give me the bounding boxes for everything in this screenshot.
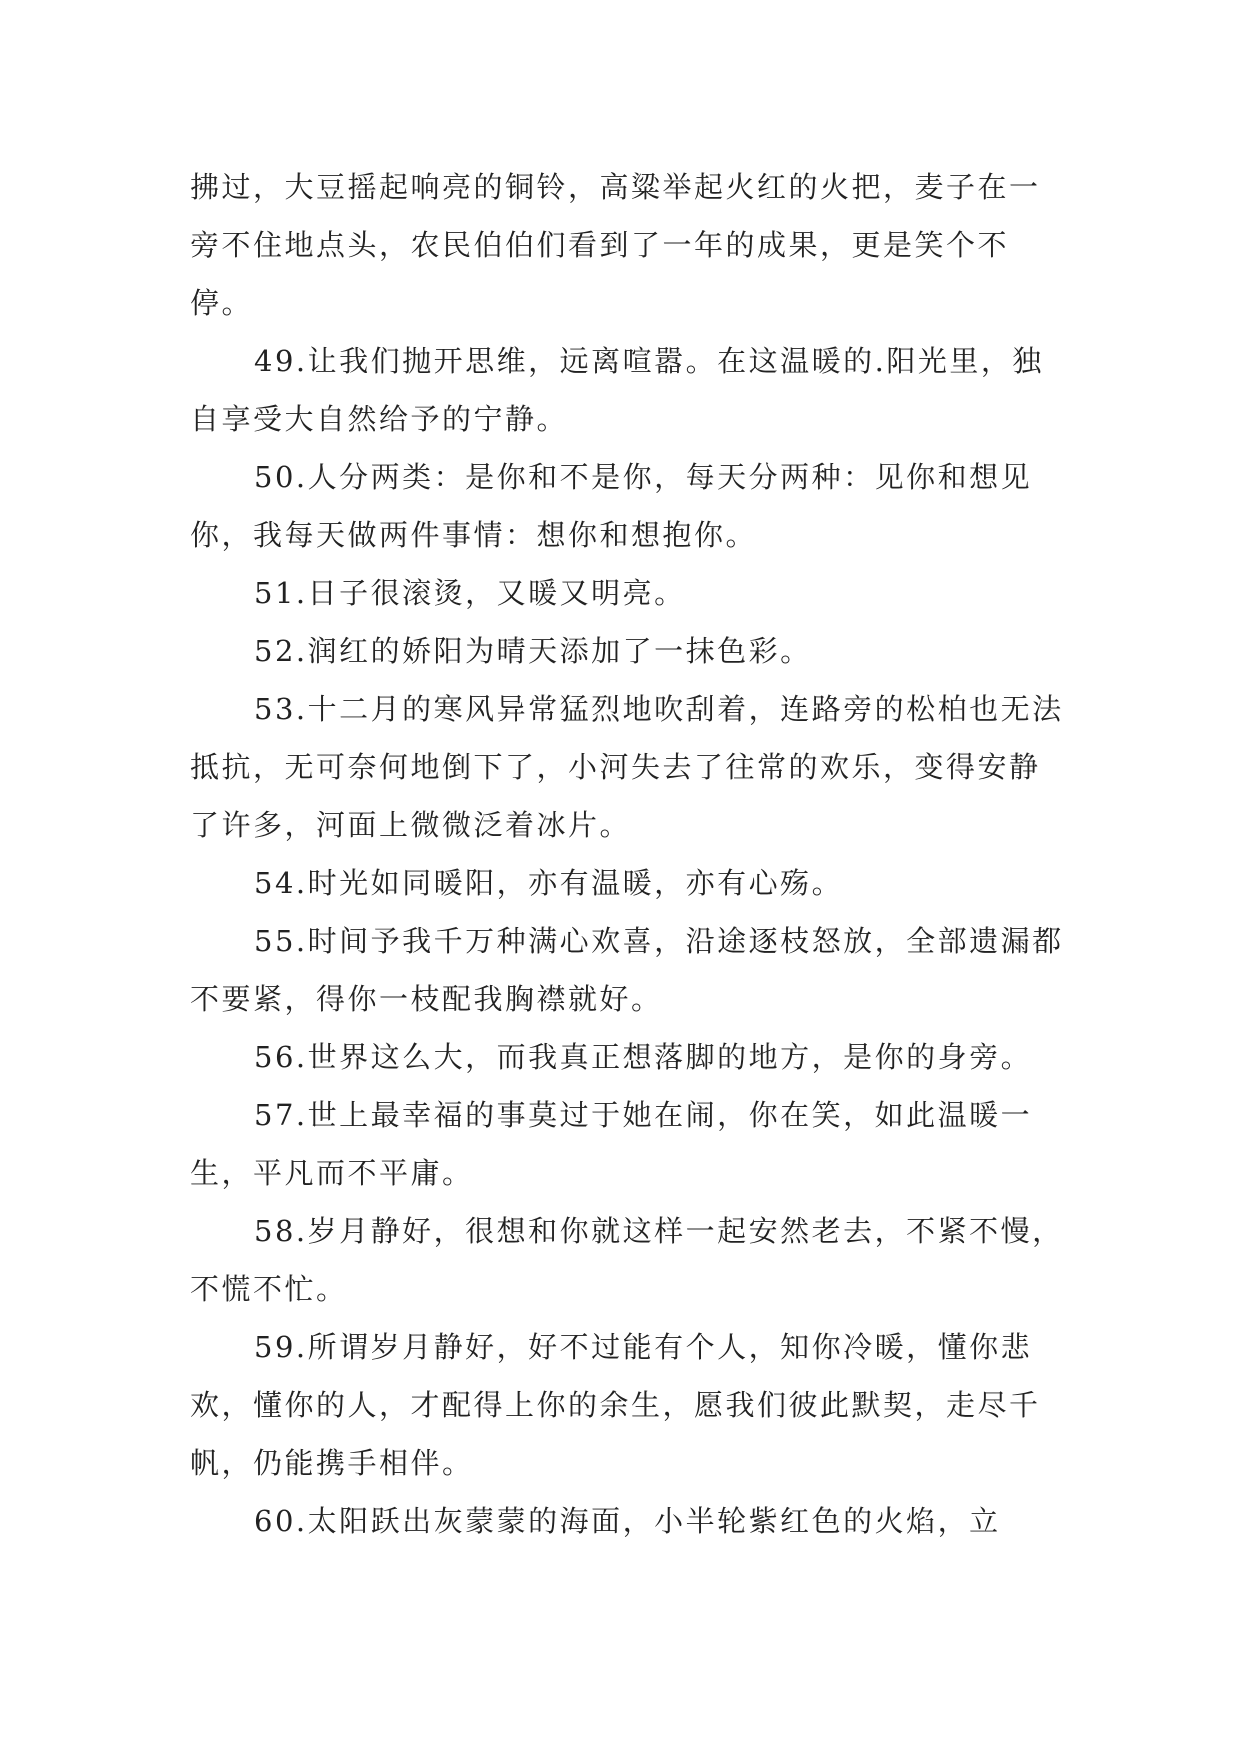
paragraph-58: 58.岁月静好，很想和你就这样一起安然老去，不紧不慢，不慌不忙。: [190, 1214, 1064, 1306]
paragraph-55: 55.时间予我千万种满心欢喜，沿途逐枝怒放，全部遗漏都不要紧，得你一枝配我胸襟就好。: [190, 924, 1064, 1016]
paragraph-continuation: 拂过，大豆摇起响亮的铜铃，高粱举起火红的火把，麦子在一旁不住地点头，农民伯伯们看到了一年的成果，更是笑个不停。: [190, 170, 1041, 320]
paragraph-53: 53.十二月的寒风异常猛烈地吹刮着，连路旁的松柏也无法抵抗，无可奈何地倒下了，小河失去了往常的欢乐，变得安静了许多，河面上微微泛着冰片。: [190, 692, 1064, 842]
document-body: [190, 158, 1070, 1550]
paragraph-50: 50.人分两类：是你和不是你，每天分两种：见你和想见你，我每天做两件事情：想你和想抱你。: [190, 460, 1033, 552]
paragraph-59: 59.所谓岁月静好，好不过能有个人，知你冷暖，懂你悲欢，懂你的人，才配得上你的余生，愿我们彼此默契，走尽千帆，仍能携手相伴。: [190, 1330, 1041, 1480]
paragraph-56: 56.世界这么大，而我真正想落脚的地方，是你的身旁。: [254, 1040, 1033, 1074]
paragraph-57: 57.世上最幸福的事莫过于她在闹，你在笑，如此温暖一生，平凡而不平庸。: [190, 1098, 1033, 1190]
paragraph-51: 51.日子很滚烫，又暖又明亮。: [254, 576, 686, 610]
paragraph-60: 60.太阳跃出灰蒙蒙的海面，小半轮紫红色的火焰，立: [254, 1504, 1001, 1538]
paragraph-54: 54.时光如同暖阳，亦有温暖，亦有心殇。: [254, 866, 844, 900]
paragraph-52: 52.润红的娇阳为晴天添加了一抹色彩。: [254, 634, 812, 668]
paragraph-49: 49.让我们抛开思维，远离喧嚣。在这温暖的.阳光里，独自享受大自然给予的宁静。: [190, 344, 1044, 436]
